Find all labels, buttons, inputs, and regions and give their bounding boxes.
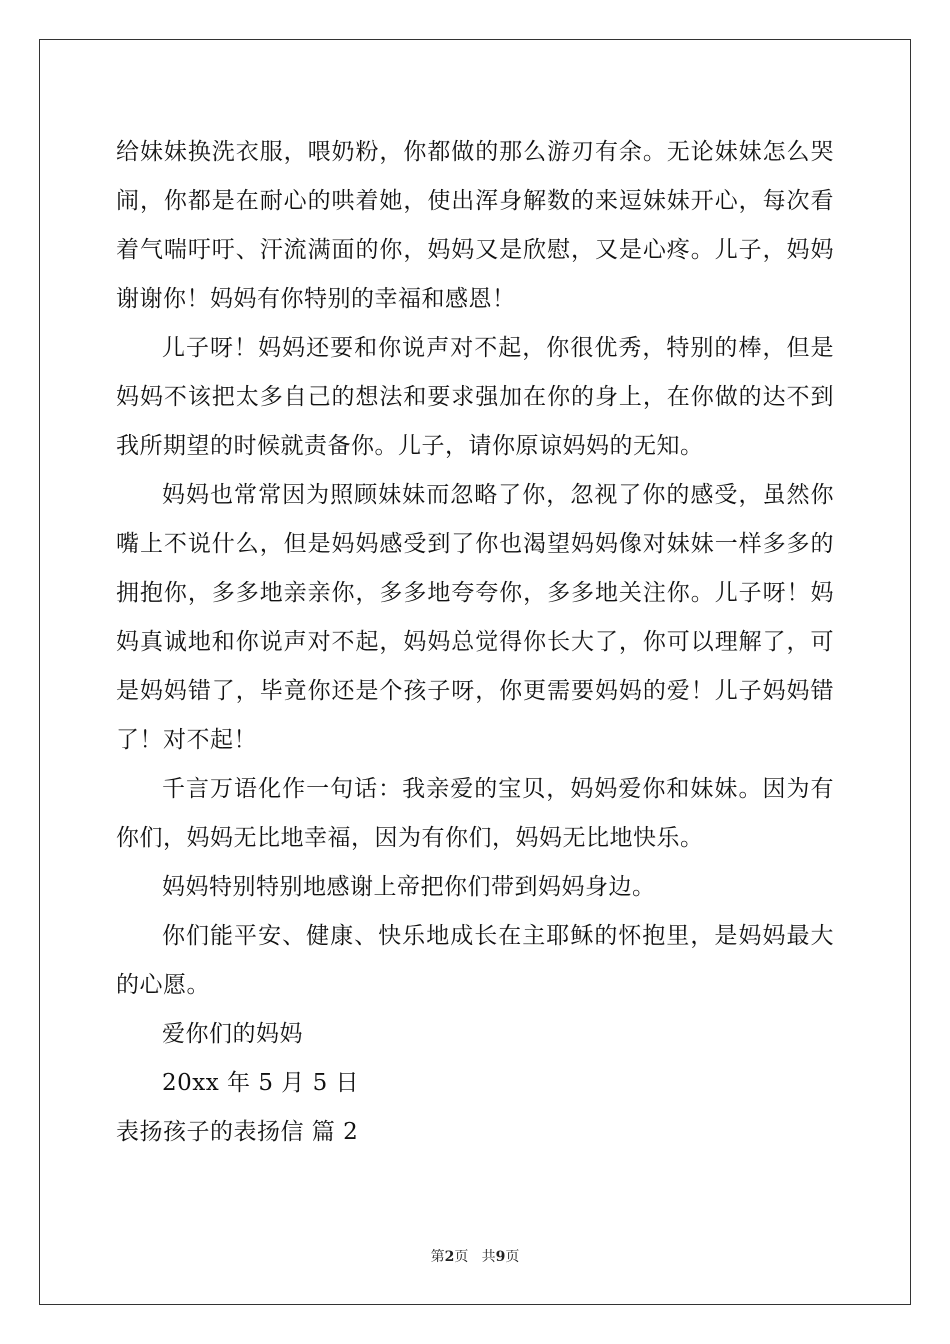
paragraph-6: 你们能平安、健康、快乐地成长在主耶稣的怀抱里，是妈妈最大的心愿。 (116, 923, 834, 998)
document-body (116, 128, 834, 1157)
section-heading: 表扬孩子的表扬信 篇 2 (116, 1119, 359, 1145)
footer-total-prefix: 共 (481, 1249, 496, 1265)
paragraph-2: 儿子呀！妈妈还要和你说声对不起，你很优秀，特别的棒，但是妈妈不该把太多自己的想法和要求强加在你的身上，在你做的达不到我所期望的时候就责备你。儿子，请你原谅妈妈的无知。 (116, 335, 834, 459)
paragraph-3: 妈妈也常常因为照顾妹妹而忽略了你，忽视了你的感受，虽然你嘴上不说什么，但是妈妈感受到了你也渴望妈妈像对妹妹一样多多的拥抱你，多多地亲亲你，多多地夸夸你，多多地关注你。儿子呀！妈妈真诚地和你说声对不起，妈妈总觉得你长大了，你可以理解了，可是妈妈错了，毕竟你还是个孩子呀，你更需要妈妈的爱！儿子妈妈错了！对不起！ (116, 482, 834, 753)
footer-total-pages: 9 (495, 1249, 506, 1265)
signature-line: 爱你们的妈妈 (162, 1021, 303, 1047)
date-line: 20xx 年 5 月 5 日 (162, 1070, 360, 1096)
footer-page-suffix: 页 (454, 1249, 469, 1265)
paragraph-1: 给妹妹换洗衣服，喂奶粉，你都做的那么游刃有余。无论妹妹怎么哭闹，你都是在耐心的哄着她，使出浑身解数的来逗妹妹开心，每次看着气喘吁吁、汗流满面的你，妈妈又是欣慰，又是心疼。儿子，妈妈谢谢你！妈妈有你特别的幸福和感恩！ (116, 139, 834, 312)
footer-page-prefix: 第 (430, 1249, 445, 1265)
page-footer (0, 1247, 950, 1267)
footer-page-number: 2 (444, 1249, 455, 1265)
paragraph-4: 千言万语化作一句话：我亲爱的宝贝，妈妈爱你和妹妹。因为有你们，妈妈无比地幸福，因为有你们，妈妈无比地快乐。 (116, 776, 834, 851)
paragraph-5: 妈妈特别特别地感谢上帝把你们带到妈妈身边。 (162, 874, 656, 900)
footer-total-suffix: 页 (505, 1249, 520, 1265)
